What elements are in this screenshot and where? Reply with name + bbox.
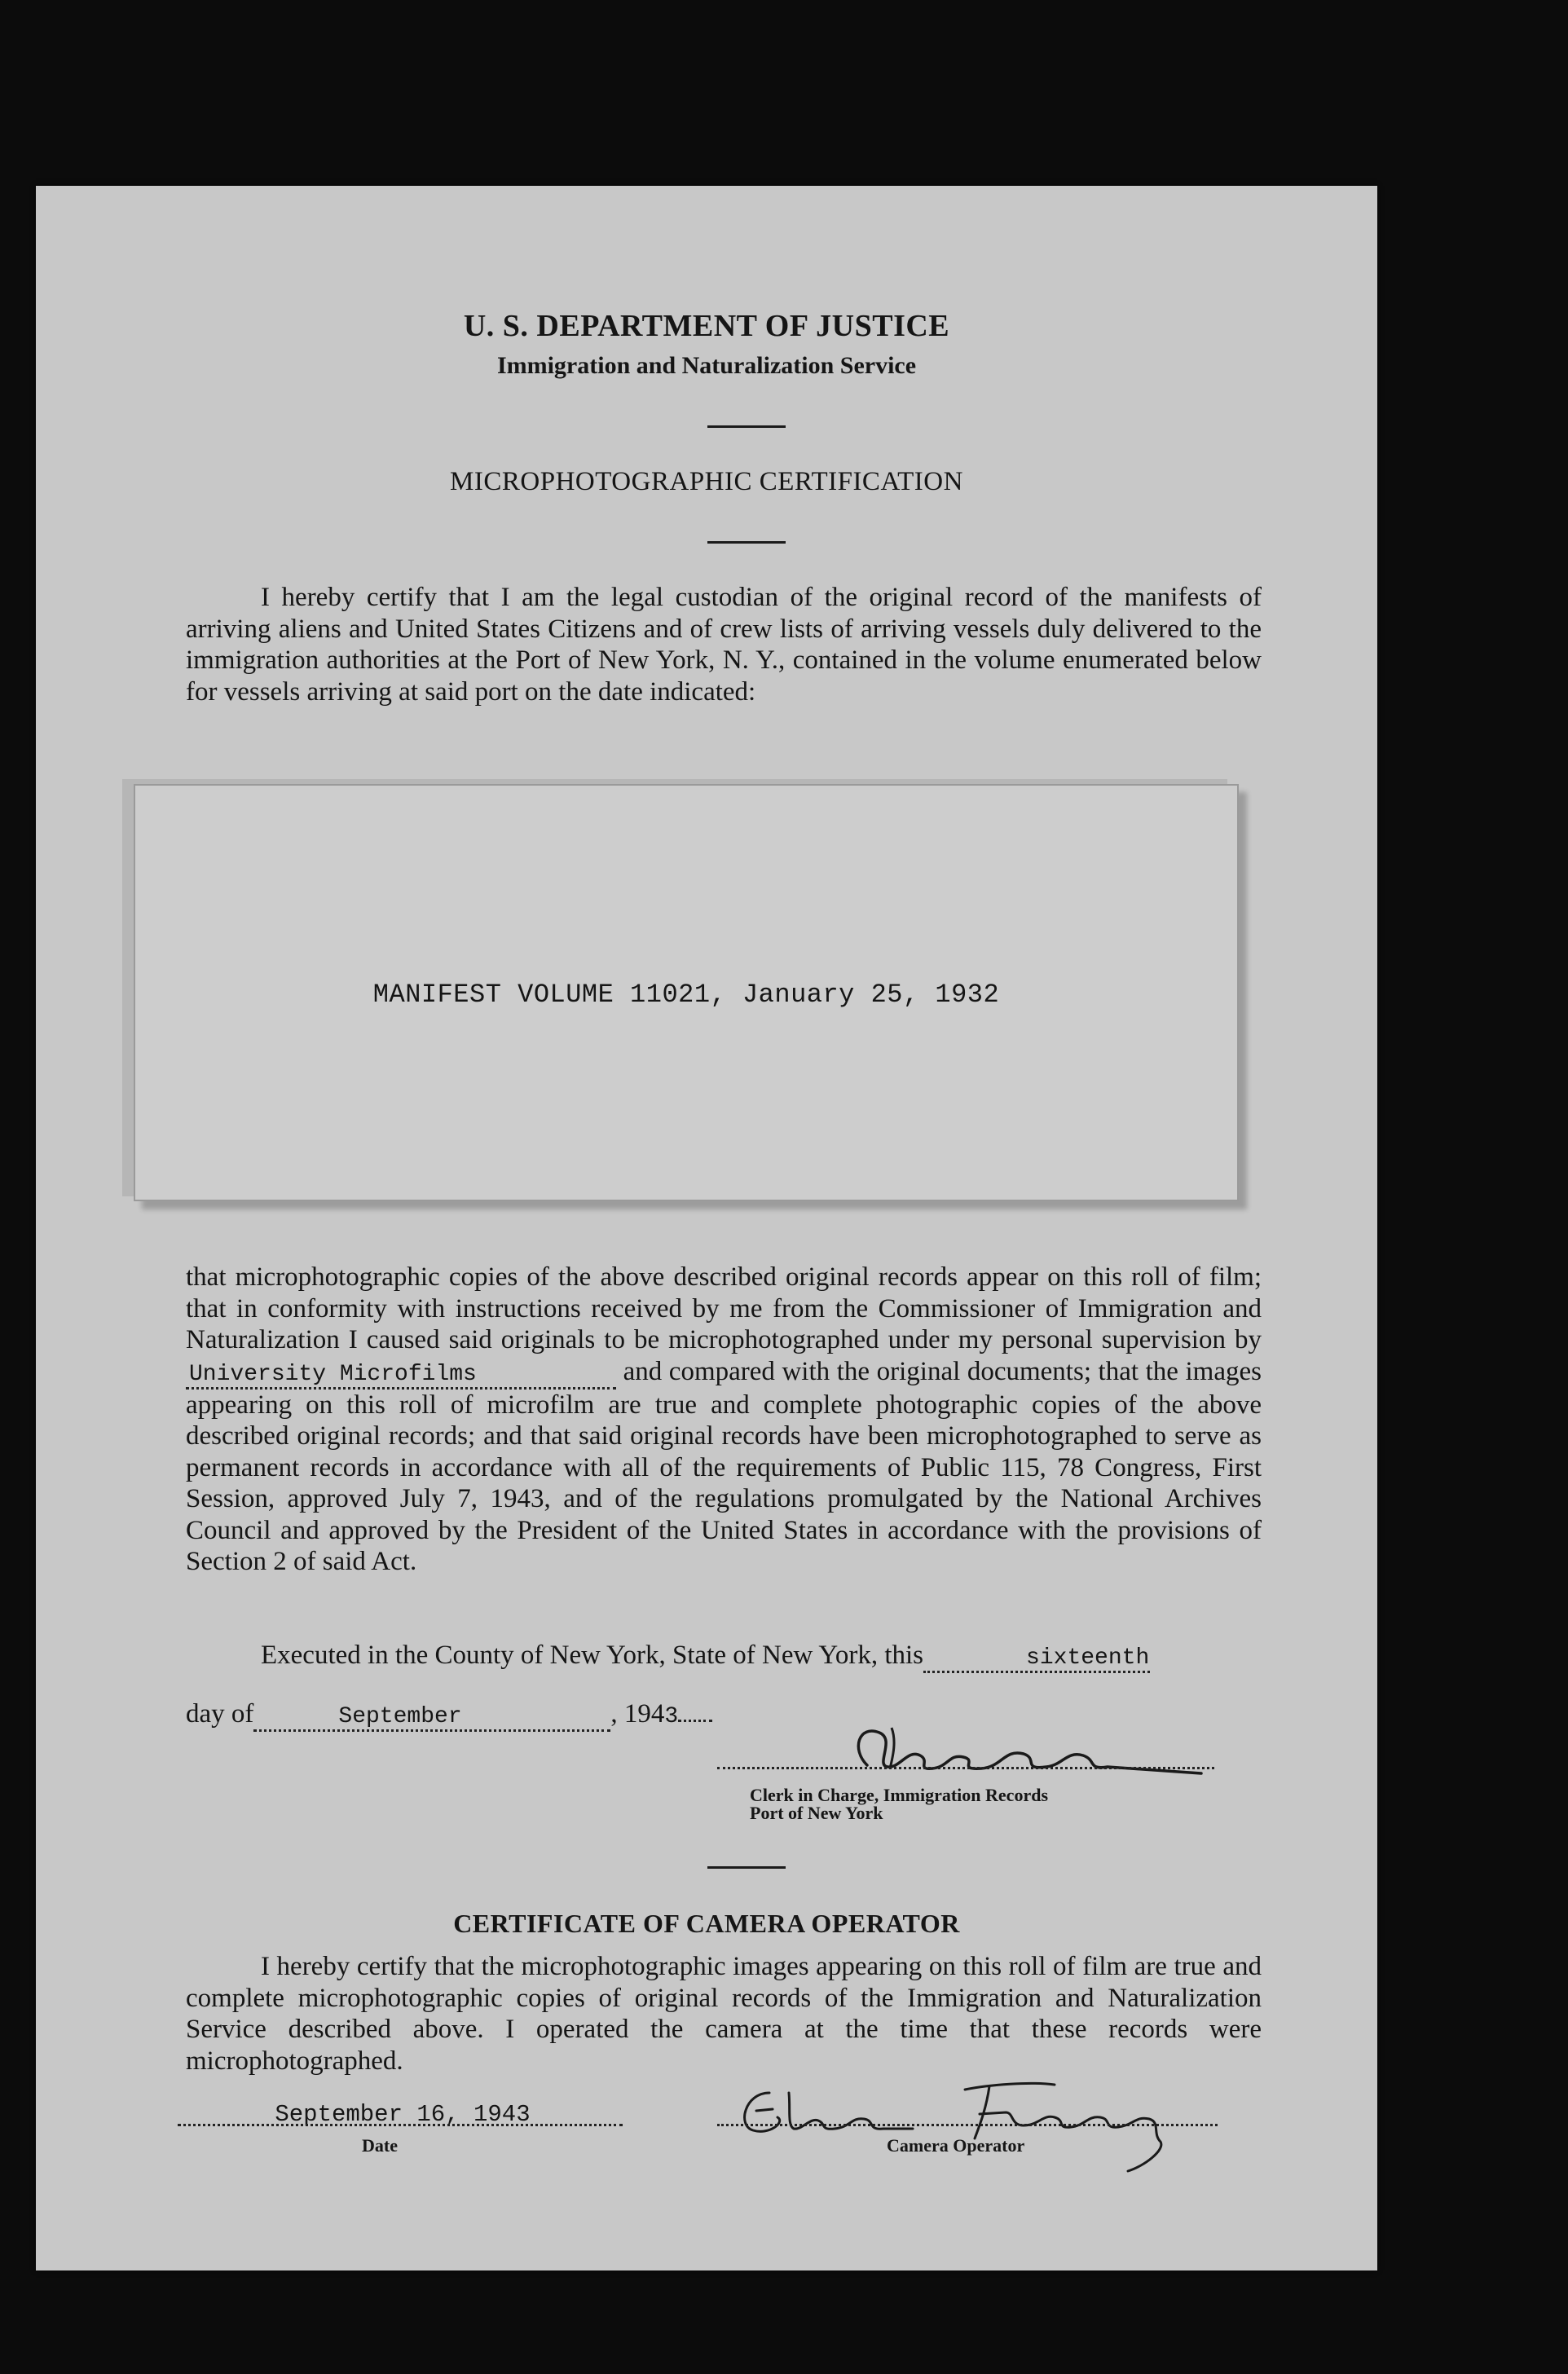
camera-operator-paragraph <box>186 1951 1262 2077</box>
body-text-part2: and compared with the original documents; that the images appearing on this roll of microfilm are true and complete photographic copies of the above described original records; and that said original records have been microphotographed to serve as permanent records in accordance with all of the requirements of Public 115, 78 Congress, First Session, approved July 7, 1943, and of the regulations promulgated by the National Archives Council and approved by the President of the United States in accordance with the provisions of Section 2 of said Act. <box>186 1356 1262 1576</box>
service-subtitle: Immigration and Naturalization Service <box>496 352 917 379</box>
clerk-title-line2: Port of New York <box>750 1803 883 1823</box>
date-line <box>178 2124 623 2126</box>
body-text-part1: that microphotographic copies of the above described original records appear on this roll of film; that in conformity with instructions received by me from the Commissioner of Immigration and Naturalization I caused said originals to be microphotographed under my personal supervision by <box>186 1262 1262 1354</box>
executed-day-field <box>923 1643 1150 1673</box>
operator-date-value: September 16, 1943 <box>275 2101 531 2128</box>
executed-day: sixteenth <box>1026 1645 1150 1671</box>
year-suffix: 3 <box>664 1704 679 1729</box>
camera-operator-signature <box>720 2060 1226 2174</box>
divider-rule <box>707 1866 786 1869</box>
microfilm-company: University Microfilms <box>189 1361 477 1387</box>
intro-paragraph <box>186 582 1262 707</box>
day-of-label: day of <box>186 1699 254 1729</box>
intro-text: I hereby certify that I am the legal custodian of the original record of the manifests of arriving aliens and United States Citizens and of crew lists of arriving vessels duly delivered to the immigration authorities at the Port of New York, N. Y., contained in the volume enumerated below for vessels arriving at said port on the date indicated: <box>186 583 1262 707</box>
manifest-volume-line: MANIFEST VOLUME 11021, January 25, 1932 <box>372 980 1000 1010</box>
year-prefix: , 194 <box>610 1699 665 1729</box>
body-paragraph <box>186 1262 1262 1578</box>
microfilm-company-field <box>186 1359 616 1390</box>
certification-title: MICROPHOTOGRAPHIC CERTIFICATION <box>450 467 963 496</box>
camera-operator-text: I hereby certify that the microphotographic images appearing on this roll of film are true and complete microphotographic copies of original records of the Immigration and Naturalization Service described above. I operated the camera at the time that these records were microphotographed. <box>186 1952 1262 2076</box>
year-dots <box>678 1720 712 1722</box>
camera-operator-label: Camera Operator <box>887 2135 1025 2156</box>
certificate-page <box>36 186 1377 2270</box>
executed-month: September <box>338 1704 462 1729</box>
department-title: U. S. DEPARTMENT OF JUSTICE <box>463 309 950 343</box>
manifest-insert-slip <box>134 784 1239 1201</box>
clerk-signature-line <box>717 1767 1214 1769</box>
month-field <box>253 1702 610 1732</box>
clerk-signature <box>818 1716 1226 1782</box>
divider-rule <box>707 425 786 428</box>
camera-operator-heading: CERTIFICATE OF CAMERA OPERATOR <box>453 1909 960 1938</box>
executed-line <box>186 1640 1262 1673</box>
camera-operator-line <box>717 2124 1218 2126</box>
divider-rule <box>707 541 786 544</box>
executed-text: Executed in the County of New York, State of New York, this <box>261 1641 924 1670</box>
date-label: Date <box>362 2135 398 2156</box>
clerk-title-line1: Clerk in Charge, Immigration Records <box>750 1785 1049 1805</box>
